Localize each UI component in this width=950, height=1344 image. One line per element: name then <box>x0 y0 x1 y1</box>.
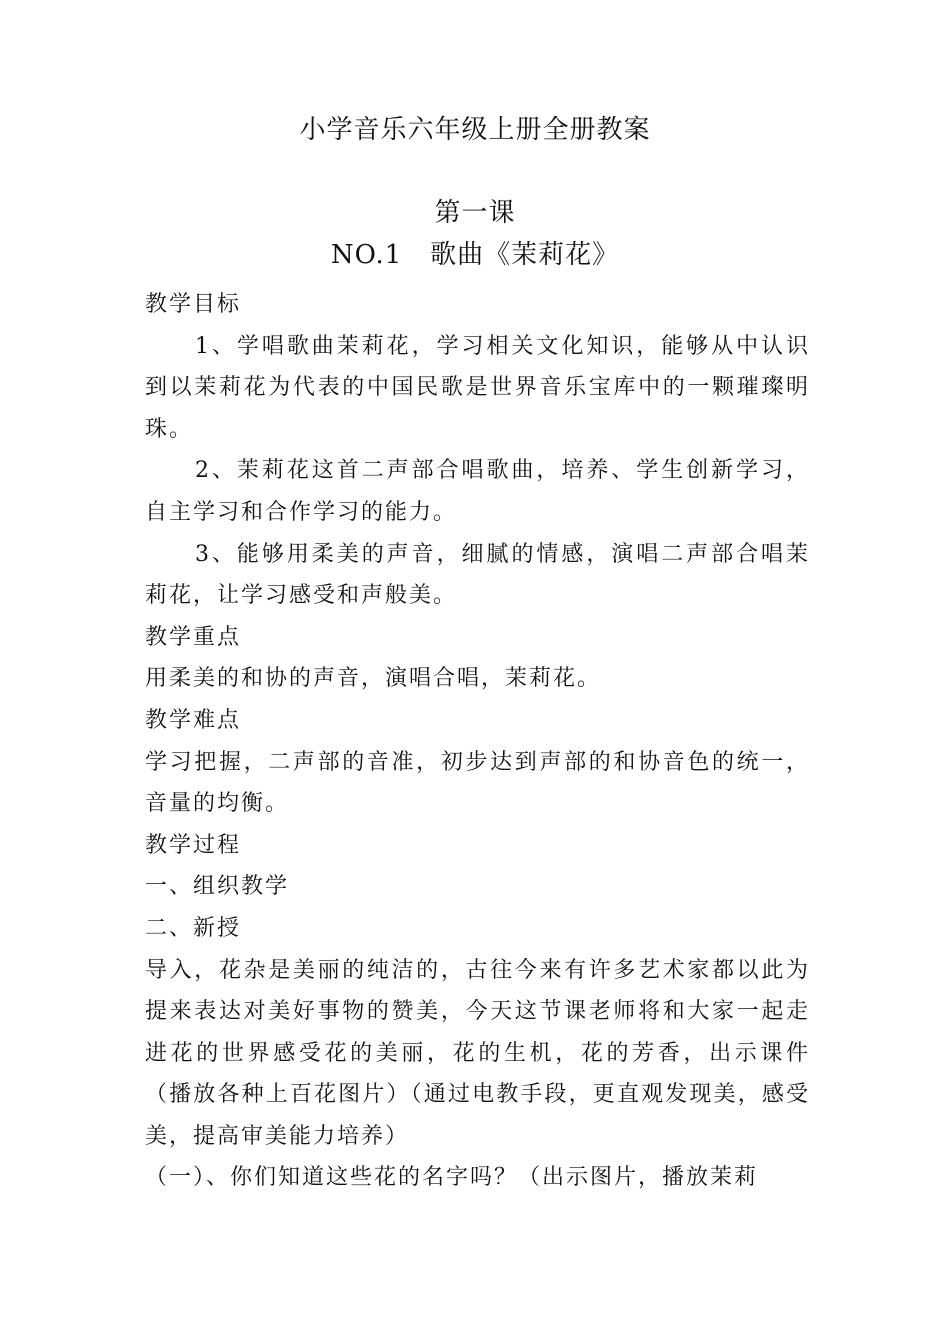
paragraph: 教学难点 <box>145 707 242 733</box>
lesson-heading: 第一课 <box>434 198 516 228</box>
paragraph: 3、能够用柔美的声音，细腻的情感，演唱二声部合唱茉莉花，让学习感受和声般美。 <box>145 541 810 609</box>
document-title: 小学音乐六年级上册全册教案 <box>299 115 651 145</box>
document-body <box>145 284 810 1199</box>
paragraph: 2、茉莉花这首二声部合唱歌曲，培养、学生创新学习，自主学习和合作学习的能力。 <box>145 458 810 525</box>
paragraph: （一）、你们知道这些花的名字吗？（出示图片，播放茉莉 <box>145 1165 759 1191</box>
paragraph: 导入，花杂是美丽的纯洁的，古往今来有许多艺术家都以此为提来表达对美好事物的赞美，今天这节课老师将和大家一起走进花的世界感受花的美丽，花的生机，花的芳香，出示课件（播放各种上百花图片）（通过电教手段，更直观发现美，感受美，提高审美能力培养） <box>145 957 810 1149</box>
paragraph: 学习把握，二声部的音准，初步达到声部的和协音色的统一，音量的均衡。 <box>145 749 810 817</box>
lesson-subtitle: NO.1 歌曲《茉莉花》 <box>330 240 620 270</box>
paragraph: 教学过程 <box>145 832 242 858</box>
paragraph: 二、新授 <box>145 915 242 941</box>
paragraph: 教学重点 <box>145 624 242 650</box>
paragraph: 一、组织教学 <box>145 874 290 900</box>
paragraph: 教学目标 <box>145 292 242 317</box>
paragraph: 1、学唱歌曲茉莉花，学习相关文化知识，能够从中认识到以茉莉花为代表的中国民歌是世界音乐宝库中的一颗璀璨明珠。 <box>145 333 810 442</box>
paragraph: 用柔美的和协的声音，演唱合唱，茉莉花。 <box>145 666 602 692</box>
